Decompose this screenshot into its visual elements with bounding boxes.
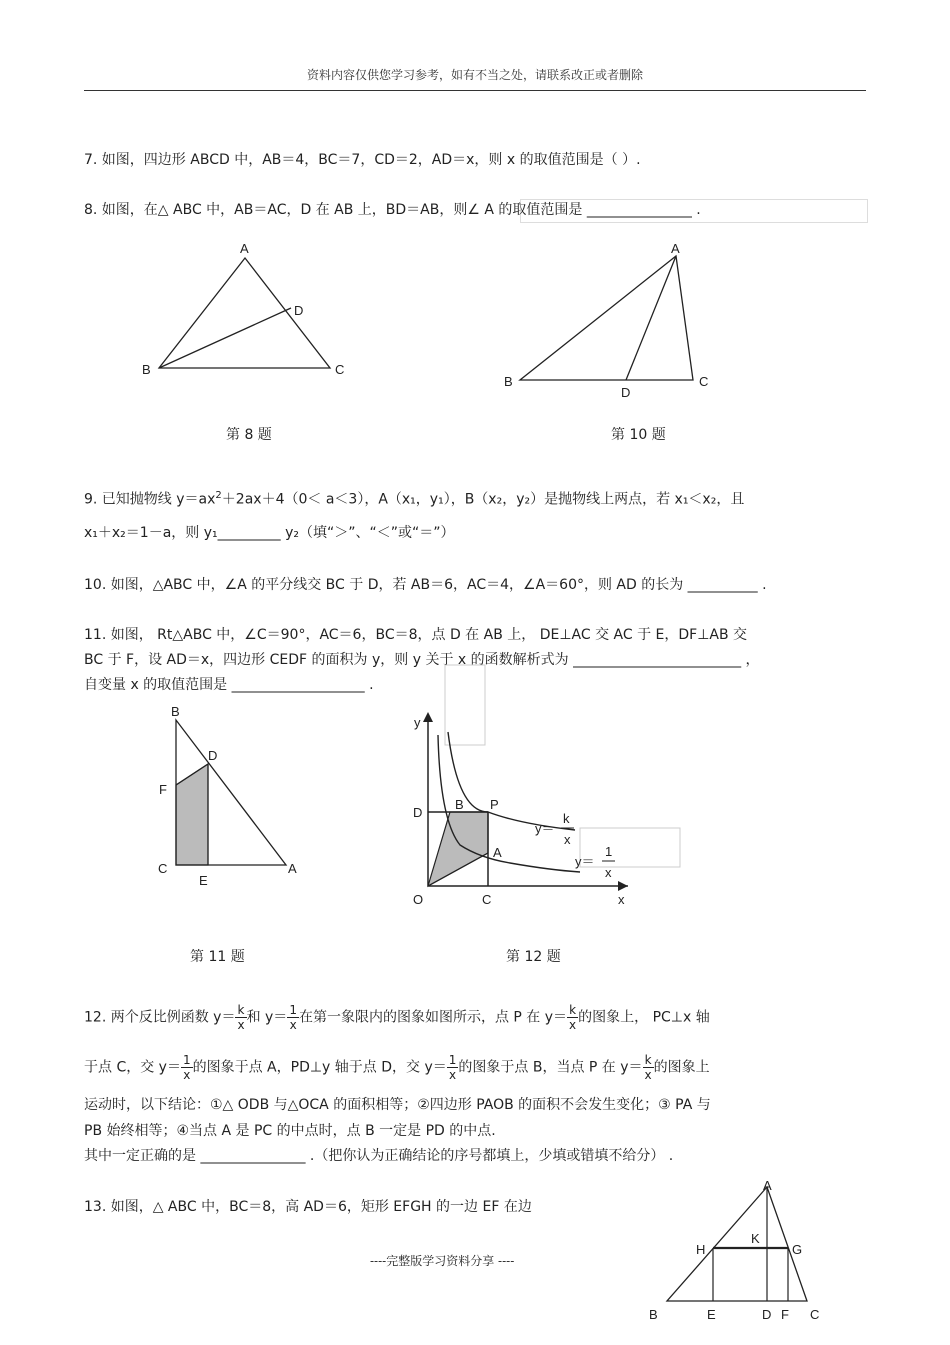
fig13-label-e: E: [707, 1307, 716, 1322]
question-13: 13. 如图，△ ABC 中，BC＝8，高 AD＝6，矩形 EFGH 的一边 EF 在边: [84, 1199, 532, 1215]
question-11-line2: BC 于 F，设 AD＝x，四边形 CEDF 的面积为 y，则 y 关于 x 的函数解析式为 ________________________ ，: [84, 652, 760, 668]
fig8-label-a: A: [240, 241, 249, 256]
header-rule: [84, 90, 866, 91]
question-12-line1: 12. 两个反比例函数 y＝ $\frac{k}{x}$ 和 y＝ $\frac{1}{x}$ 在第一象限内的图象如图所示，点 P 在 y＝ $\frac{k}{x}$ 的图象上， PC⊥x 轴: [84, 1003, 710, 1032]
figure-13: [640, 1175, 840, 1335]
fig11-label-d: D: [208, 748, 218, 763]
fig13-label-f: F: [781, 1307, 789, 1322]
page-footer: ----完整版学习资料分享 ----: [370, 1254, 515, 1268]
fig13-label-d: D: [762, 1307, 772, 1322]
fig12-label-p: P: [490, 797, 499, 812]
question-9-line2: x₁＋x₂＝1－a，则 y₁_________ y₂（填“＞”、“＜”或“＝”）: [84, 525, 455, 541]
question-12-line2: 于点 C，交 y＝ $\frac{1}{x}$ 的图象于点 A，PD⊥y 轴于点 D，交 y＝ $\frac{1}{x}$ 的图象于点 B，当点 P 在 y＝ $\frac{k}{x}$ 的图象上: [84, 1053, 710, 1082]
caption-10: 第 10 题: [611, 427, 666, 443]
fig12-label-a: A: [493, 845, 502, 860]
fig12-eq-1-num: 1: [605, 844, 613, 859]
figure-12: [400, 660, 690, 915]
fig10-label-b: B: [504, 374, 513, 389]
fig12-label-d: D: [413, 805, 423, 820]
fig12-eq-1-den: x: [605, 865, 612, 880]
fig13-label-c: C: [810, 1307, 820, 1322]
fig11-label-c: C: [158, 861, 168, 876]
figure-8: [130, 236, 360, 381]
fig12-label-c: C: [482, 892, 492, 907]
fig12-label-o: O: [413, 892, 424, 907]
fig12-label-x: x: [618, 892, 625, 907]
question-7: 7. 如图，四边形 ABCD 中，AB＝4，BC＝7，CD＝2，AD＝x，则 x 的取值范围是（ ）.: [84, 152, 641, 168]
fig11-label-e: E: [199, 873, 208, 888]
question-8: 8. 如图，在△ ABC 中，AB＝AC，D 在 AB 上，BD＝AB，则∠ A 的取值范围是 _______________ .: [84, 202, 701, 218]
fig8-label-b: B: [142, 362, 151, 377]
page-header: 资料内容仅供您学习参考，如有不当之处，请联系改正或者删除: [306, 68, 643, 82]
fig11-label-f: F: [159, 782, 167, 797]
question-12-line4: PB 始终相等；④当点 A 是 PC 的中点时，点 B 一定是 PD 的中点.: [84, 1123, 496, 1139]
fig10-label-d: D: [621, 385, 631, 400]
caption-8: 第 8 题: [226, 427, 272, 443]
question-12-line5: 其中一定正确的是 _______________ .（把你认为正确结论的序号都填上，少填或错填不给分） .: [84, 1148, 674, 1164]
question-10: 10. 如图，△ABC 中，∠A 的平分线交 BC 于 D，若 AB＝6，AC＝4，∠A＝60°，则 AD 的长为 __________ .: [84, 577, 767, 593]
fig12-label-b: B: [455, 797, 464, 812]
fig12-eq-k-num: k: [563, 811, 570, 826]
fig13-label-k: K: [751, 1231, 760, 1246]
caption-12: 第 12 题: [506, 949, 561, 965]
fig8-label-c: C: [335, 362, 345, 377]
question-11-line3: 自变量 x 的取值范围是 ___________________ .: [84, 677, 374, 693]
figure-11: [150, 700, 310, 895]
fig13-label-a: A: [763, 1178, 772, 1193]
fig11-label-b: B: [171, 704, 180, 719]
fig11-label-a: A: [288, 861, 297, 876]
fig10-label-a: A: [671, 241, 680, 256]
question-11-line1: 11. 如图， Rt△ABC 中，∠C＝90°，AC＝6，BC＝8，点 D 在 AB 上， DE⊥AC 交 AC 于 E，DF⊥AB 交: [84, 627, 748, 643]
fig10-label-c: C: [699, 374, 709, 389]
fig13-label-g: G: [792, 1242, 803, 1257]
question-12-line3: 运动时，以下结论：①△ ODB 与△OCA 的面积相等；②四边形 PAOB 的面积不会发生变化；③ PA 与: [84, 1097, 711, 1113]
caption-11: 第 11 题: [190, 949, 245, 965]
question-9-line1: 9. 已知抛物线 $y=ax^2+2ax+4(0< a<3)$，A（x₁，y₁），B（x₂，y₂）是抛物线上两点，若 x₁＜x₂，且: [84, 490, 745, 508]
fig12-eq-1: y＝: [575, 854, 595, 869]
fig12-label-y: y: [414, 715, 421, 730]
figure-10: [495, 236, 725, 404]
fig12-eq-k: y＝: [535, 821, 555, 836]
fig13-label-b: B: [649, 1307, 658, 1322]
fig8-label-d: D: [294, 303, 304, 318]
fig12-eq-k-den: x: [564, 832, 571, 847]
fig13-label-h: H: [696, 1242, 706, 1257]
